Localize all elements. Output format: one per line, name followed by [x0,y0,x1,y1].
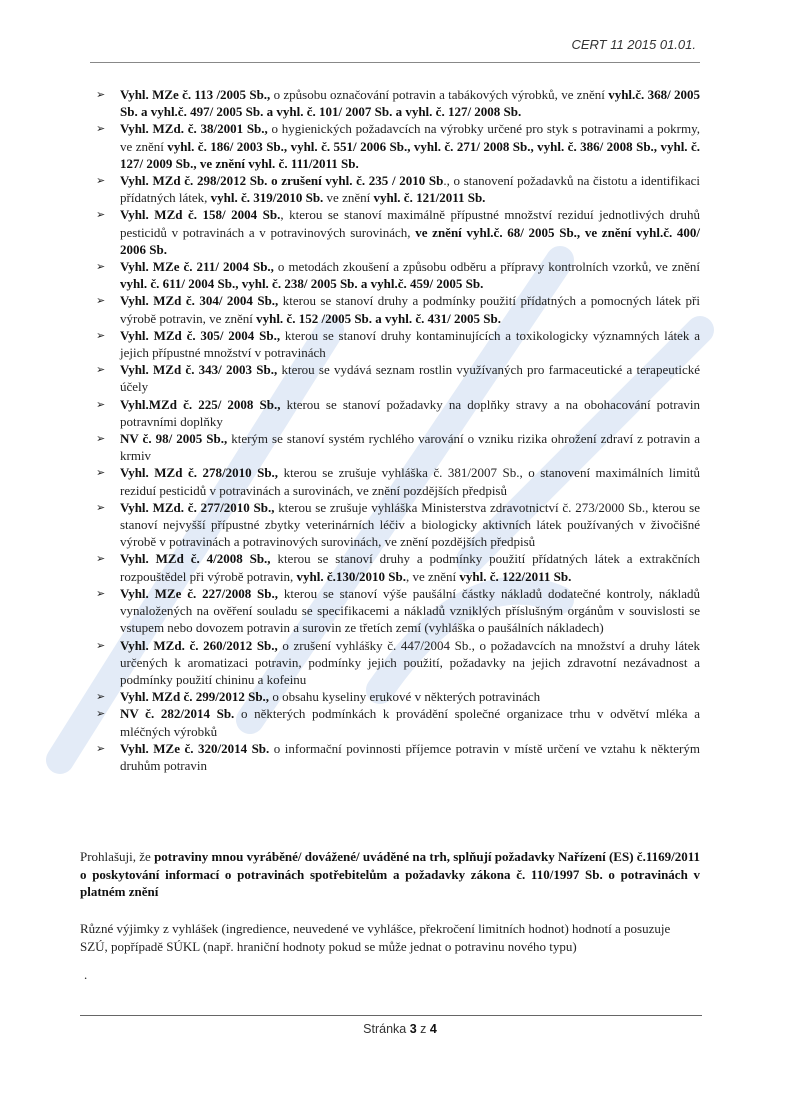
regulation-reference: Vyhl. MZd. č. 38/2001 Sb., [120,121,268,137]
arrow-bullet-icon: ➢ [96,294,106,308]
list-item [96,172,700,206]
regulation-description: o metodách zkoušení a způsobu odběru a přípravy kontrolních vzorků, ve znění [273,259,700,275]
list-item [96,361,700,395]
arrow-bullet-icon: ➢ [96,690,106,704]
list-item [96,705,700,739]
list-item [96,585,700,637]
arrow-bullet-icon: ➢ [96,552,106,566]
regulation-reference: Vyhl. MZe č. 320/2014 Sb. [120,740,270,756]
page-total: 4 [429,1022,437,1036]
arrow-bullet-icon: ➢ [96,500,106,514]
regulation-description: kterou se stanoví výše paušální částky nákladů dodatečné kontroly, nákladů vynaložených na ověření souladu se specifikacemi a nákladů vzniklých příslušným orgánům v souvislosti se vstupem nebo dovozem potravin a surovin ze třetích zemí (vyhláška o paušálních nákladech) [120,585,700,636]
regulation-reference: vyhl. č. 152 /2005 Sb. a vyhl. č. 431/ 2005 Sb. [256,310,501,326]
regulation-reference: Vyhl. MZd č. 158/ 2004 Sb. [120,207,281,223]
arrow-bullet-icon: ➢ [96,260,106,274]
regulation-description: o zrušení vyhlášky č. 447/2004 Sb., o požadavcích na množství a druhy látek určených k aromatizaci potravin, podmínky jejich použití, požadavky na jejich zdravotní nezávadnost a podmínky použití chininu a kofeinu [120,637,700,687]
regulation-description: kterou se stanoví druhy kontaminujících a toxikologicky významných látek a jejich přípustné množství v potravinách [120,327,700,361]
regulation-description: ve znění [323,190,374,206]
arrow-bullet-icon: ➢ [96,88,106,101]
list-item [96,327,700,361]
regulation-reference: vyhl. č. 122/2011 Sb. [459,568,572,584]
regulation-reference: Vyhl. MZd č. 278/2010 Sb., [120,465,279,481]
list-item [96,396,700,430]
declaration-lead: Prohlašuji, že [80,849,155,864]
regulation-reference: Vyhl. MZd č. 4/2008 Sb., [120,551,271,567]
regulation-reference: NV č. 98/ 2005 Sb., [120,431,228,447]
list-item [96,464,700,498]
regulation-reference: vyhl. č. 121/2011 Sb. [373,190,486,206]
list-item [96,86,700,120]
regulation-description: kterou se zrušuje vyhláška č. 381/2007 Sb., o stanovení maximálních limitů reziduí pesticidů v potravinách a surovinách, ve znění pozdějších předpisů [120,465,700,498]
regulation-reference: Vyhl. MZe č. 113 /2005 Sb., [120,87,271,102]
arrow-bullet-icon: ➢ [96,466,106,480]
regulation-reference: NV č. 282/2014 Sb. [120,706,235,722]
arrow-bullet-icon: ➢ [96,432,106,446]
regulation-list [96,86,700,774]
regulation-description: , kterou se stanoví maximálně přípustné množství reziduí jednotlivých druhů pesticidů v potravinách a v potravinových surovinách, [120,207,700,240]
list-item [96,740,700,774]
list-item [96,120,700,172]
header-divider [90,62,700,63]
arrow-bullet-icon: ➢ [96,397,106,411]
list-item [96,258,700,292]
regulation-description: kterou se stanoví druhy a podmínky použití přídatných a pomocných látek při výrobě potravin, ve znění [120,293,700,326]
arrow-bullet-icon: ➢ [96,208,106,222]
regulation-description: o hygienických požadavcích na výrobky určené pro styk s potravinami a pokrmy, ve znění [120,121,700,154]
regulation-reference: vyhl. č. 611/ 2004 Sb., vyhl. č. 238/ 2005 Sb. a vyhl.č. 459/ 2005 Sb. [120,276,484,292]
regulation-reference: vyhl. č. 186/ 2003 Sb., vyhl. č. 551/ 2006 Sb., vyhl. č. 271/ 2008 Sb., vyhl. č. 386/ 2008 Sb., vyhl. č. 127/ 2009 Sb., ve znění vyhl. č. 111/2011 Sb. [120,138,701,171]
page-footer [0,1022,800,1036]
stray-dot: . [84,967,88,982]
arrow-bullet-icon: ➢ [96,122,106,136]
regulation-description: kterou se stanoví druhy a podmínky použití přídatných látek a extrakčních rozpouštědel při výrobě potravin, [120,551,700,584]
regulation-reference: Vyhl. MZd č. 298/2012 Sb. o zrušení vyhl. č. 235 / 2010 Sb [120,173,444,189]
list-item [96,292,700,326]
regulation-reference: Vyhl. MZd. č. 277/2010 Sb., [120,499,275,515]
declaration-paragraph [80,848,700,901]
arrow-bullet-icon: ➢ [96,586,106,600]
regulation-reference: Vyhl. MZd č. 343/ 2003 Sb., [120,362,278,378]
regulation-reference: vyhl. č.130/2010 Sb. [296,568,406,584]
regulation-description: kterou se stanoví požadavky na doplňky stravy a na obohacování potravin potravními doplňky [120,396,700,429]
arrow-bullet-icon: ➢ [96,363,106,377]
regulation-reference: Vyhl. MZd č. 305/ 2004 Sb., [120,327,281,343]
regulation-reference: vyhl.č. 368/ 2005 Sb. a vyhl.č. 497/ 2005 Sb. a vyhl. č. 101/ 2007 Sb. a vyhl. č. 127/ 2008 Sb. [120,87,700,120]
list-item [96,550,700,584]
regulation-description: kterou se zrušuje vyhláška Ministerstva zdravotnictví č. 273/2000 Sb., kterou se stanoví nejvyšší přípustné zbytky veterinárních léčiv a biologicky aktivních látek používaných v živočišné výrobě v potravinách a potravinových surovinách, ve znění pozdějších předpisů [120,499,700,550]
page-number: 3 [409,1022,417,1036]
page-label: Stránka [363,1022,407,1036]
regulation-description: o způsobu označování potravin a tabákových výrobků, ve znění [270,87,609,102]
regulation-description: , ve znění [405,568,460,584]
regulation-description: kterou se vydává seznam rostlin využívaných pro farmaceutické a terapeutické účely [120,362,700,395]
declaration-bold: potraviny mnou vyráběné/ dovážené/ uváděné na trh, splňují požadavky Nařízení (ES) č.1169/2011 o poskytování informací o potravinách spotřebitelům a požadavky zákona č. 110/1997 Sb. o potravinách v platném znění [80,849,700,899]
arrow-bullet-icon: ➢ [96,638,106,652]
regulation-reference: ve znění vyhl.č. 68/ 2005 Sb., ve znění vyhl.č. 400/ 2006 Sb. [120,224,701,257]
arrow-bullet-icon: ➢ [96,741,106,755]
regulation-description: o obsahu kyseliny erukové v některých potravinách [269,689,541,705]
list-item [96,637,700,689]
regulation-description: o některých podmínkách k provádění společné organizace trhu v odvětví mléka a mléčných výrobků [120,706,700,739]
regulation-reference: Vyhl. MZd. č. 260/2012 Sb., [120,637,278,653]
arrow-bullet-icon: ➢ [96,707,106,721]
regulation-reference: Vyhl. MZd č. 304/ 2004 Sb., [120,293,279,309]
list-item [96,206,700,258]
regulation-reference: Vyhl.MZd č. 225/ 2008 Sb., [120,396,281,412]
regulation-reference: Vyhl. MZe č. 211/ 2004 Sb., [120,259,274,275]
arrow-bullet-icon: ➢ [96,328,106,342]
regulation-reference: Vyhl. MZd č. 299/2012 Sb., [120,689,270,705]
page-sep: z [420,1022,427,1036]
list-item [96,430,700,464]
arrow-bullet-icon: ➢ [96,174,106,188]
document-code: CERT 11 2015 01.01. [571,37,696,52]
regulation-description: kterým se stanoví systém rychlého varování o vzniku rizika ohrožení zdraví z potravin a krmiv [120,431,700,464]
list-item [96,499,700,551]
regulation-description: o informační povinnosti příjemce potravin v místě určení ve vztahu k některým druhům potravin [120,740,700,773]
regulation-reference: vyhl. č. 319/2010 Sb. [210,190,324,206]
list-item [96,688,700,705]
regulation-reference: Vyhl. MZe č. 227/2008 Sb., [120,585,279,601]
exceptions-note: Různé výjimky z vyhlášek (ingredience, neuvedené ve vyhlášce, překročení limitních hodnot) hodnotí a posuzuje SZÚ, popřípadě SÚKL (např. hraniční hodnoty pokud se může jednat o potravinu nového typu) [80,921,671,954]
footer-divider [80,1015,702,1016]
regulation-description: ., o stanovení požadavků na čistotu a identifikaci přídatných látek, [120,173,700,206]
